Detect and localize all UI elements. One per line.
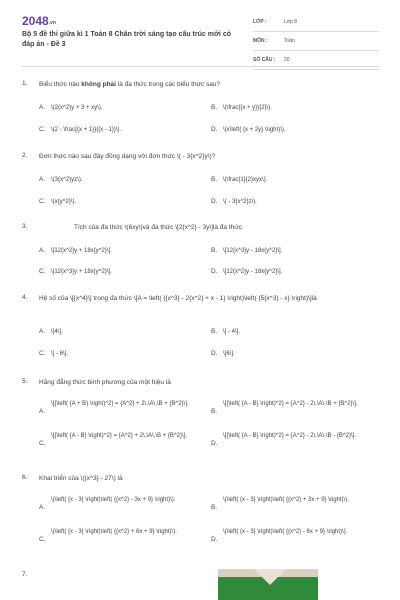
option-text: \[{\left( {A + B} \right)^2} = {A^2} + 2\,\A\,\B + {B^2}\]. [51, 401, 189, 407]
meta-value: Lớp 8 [284, 19, 298, 25]
option-text: \[{\left( {A - B} \right)^2} = {A^2} - 2\,\A\,\B - {B^2}\]. [223, 433, 357, 439]
option-label: A. [39, 247, 46, 254]
option-text: \[{\left( {A - B} \right)^2} = {A^2} - 2\,\A\,\B + {B^2}\]. [223, 401, 358, 407]
option-label: D. [211, 126, 218, 133]
question-7-image [218, 569, 318, 600]
option-text: \(\frac{{x + y}}{2}\). [223, 105, 272, 111]
option-label: D. [211, 536, 218, 543]
meta-value: 20 [284, 57, 290, 63]
question-number: 6. [22, 474, 28, 481]
option-text: \(2 - \frac{{x + 1}}{{x - 1}}\). [51, 127, 122, 133]
option-text: \(2{x^2}y + 3 + xy\). [51, 105, 103, 111]
option-text: \[ - 6\]. [51, 351, 69, 357]
question-text: Khai triển của \({x^3} - 27\) là [39, 475, 123, 482]
document-header [0, 0, 400, 66]
option-label: B. [211, 408, 218, 415]
option-text: \[{\left( {A - B} \right)^2} = {A^2} + 2\,\A\,\B + {B^2}\]. [51, 433, 188, 439]
option-text: \[ - 4\]. [223, 329, 241, 335]
logo-text: 2048 [22, 14, 49, 28]
option-label: B. [211, 504, 218, 511]
image-shape [248, 569, 292, 585]
option-text: \( - 3{x^2}z\). [223, 199, 257, 205]
option-label: A. [39, 408, 46, 415]
option-text: \(\left( {x - 3} \right)\left( {{x^2} - 3x + 9} \right)\). [51, 497, 176, 503]
question-number: 7. [22, 571, 28, 578]
document-title: Bộ 5 đề thi giữa kì 1 Toán 8 Chân trời sáng tạo cấu trúc mới có đáp án - Đề 3 [22, 31, 231, 48]
option-label: B. [211, 328, 218, 335]
question-number: 2. [22, 152, 28, 159]
option-label: D. [211, 198, 218, 205]
question-text-part: là đa thức trong các biểu thức sau? [115, 81, 221, 88]
option-text: \(\frac{1}{2}xyx\). [223, 177, 268, 183]
meta-value: Toán [284, 38, 295, 44]
meta-key: SỐ CÂU : [253, 57, 276, 63]
option-label: B. [211, 104, 218, 111]
option-text: \(\left( {x - 3} \right)\left( {{x^2} - 6x + 9} \right)\). [223, 529, 348, 535]
meta-row-subject [253, 36, 379, 51]
option-text: \(3{x^2}yz\). [51, 177, 83, 183]
option-label: C. [39, 268, 46, 275]
question-number: 3. [22, 223, 28, 230]
option-label: D. [211, 268, 218, 275]
option-text: \[12{x^3}y + 18x{y^2}\]. [51, 269, 112, 275]
logo-domain: .vn [48, 20, 56, 26]
option-label: B. [211, 176, 218, 183]
option-text: \[6\]. [223, 351, 235, 357]
option-text: \[12{x^2}y + 18x{y^2}\]. [51, 248, 112, 254]
question-number: 5. [22, 378, 28, 385]
question-text: Hệ số của \[{x^4}\] trong đa thức \[A = \left( {{x^3} - 2{x^2} + x - 1} \right)\left( {5{x^3} - x} \right)\]là [39, 295, 317, 302]
option-label: A. [39, 104, 46, 111]
option-text: \[12{x^3}y - 18x{y^2}\]. [223, 248, 283, 254]
question-text [39, 80, 379, 90]
option-text: \(x{y^2}\). [51, 199, 77, 205]
question-text: Hằng đẳng thức bình phương của một hiệu là [39, 379, 171, 386]
question-number: 4. [22, 294, 28, 301]
question-text-emphasis: không phải [81, 81, 116, 88]
option-label: C. [39, 350, 46, 357]
option-label: A. [39, 504, 46, 511]
option-label: D. [211, 350, 218, 357]
option-label: C. [39, 536, 46, 543]
meta-row-class [253, 17, 379, 32]
meta-row-count [253, 55, 379, 70]
option-label: C. [39, 198, 46, 205]
option-label: B. [211, 247, 218, 254]
option-label: C. [39, 440, 46, 447]
option-label: D. [211, 440, 218, 447]
question-text-part: Biểu thức nào [39, 81, 82, 88]
option-text: \[4\]. [51, 329, 63, 335]
option-label: A. [39, 176, 46, 183]
option-label: C. [39, 126, 46, 133]
option-text: \(x\left( {x + 2y} \right)\). [223, 127, 286, 133]
site-logo[interactable] [22, 14, 56, 28]
option-text: \(\left( {x - 3} \right)\left( {{x^2} + 3x + 9} \right)\). [223, 497, 349, 503]
option-text: \(\left( {x - 3} \right)\left( {{x^2} + 6x + 9} \right)\). [51, 529, 177, 535]
option-text: \[12{x^2}y - 18x{y^2}\]. [223, 269, 283, 275]
meta-key: MÔN : [253, 38, 268, 44]
meta-key: LỚP : [253, 19, 267, 25]
question-text: Tích của đa thức \(6xy\)và đa thức \[2{x^2} - 3y\]là đa thức [74, 224, 242, 231]
header-divider [22, 66, 379, 67]
question-text: Đơn thức nào sau đây đồng dạng với đơn thức \( - 3{x^2}y\)? [39, 153, 216, 160]
option-label: A. [39, 328, 46, 335]
question-number: 1. [22, 80, 28, 87]
